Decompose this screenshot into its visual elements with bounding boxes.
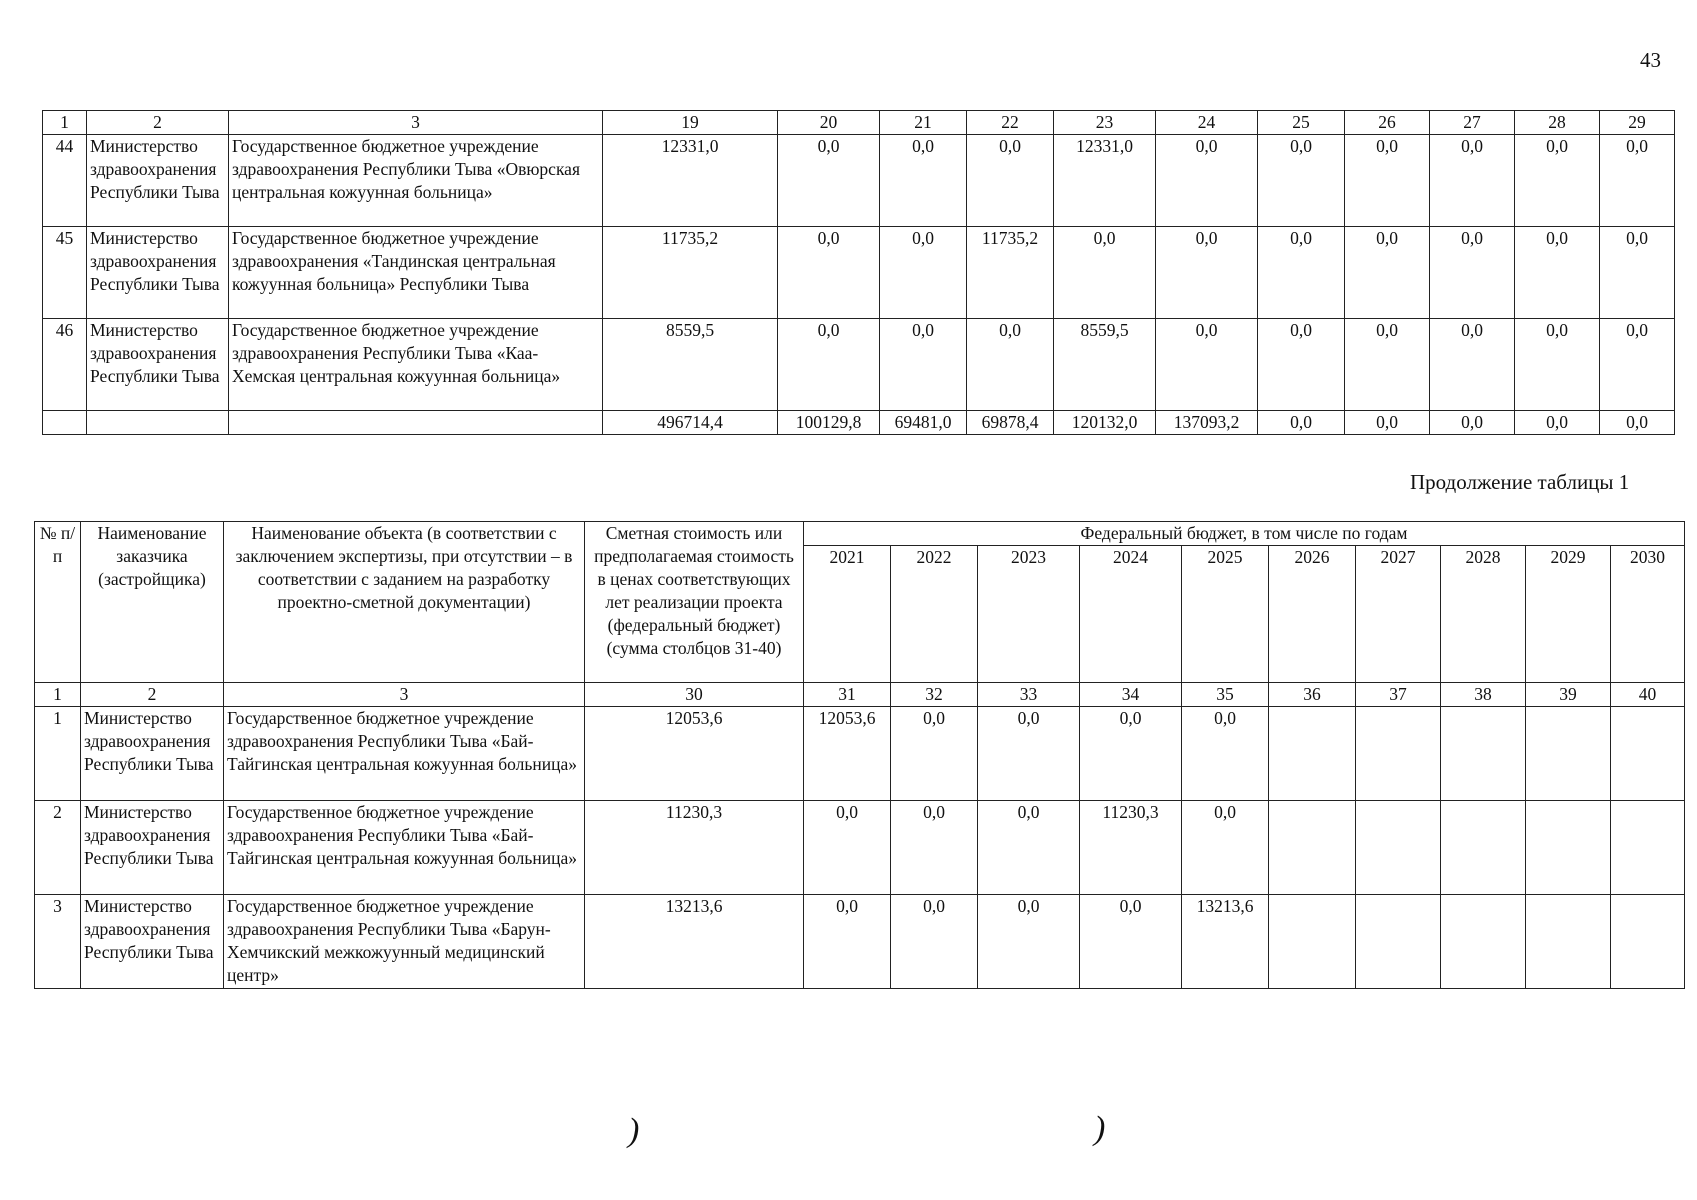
column-number: 25 <box>1258 111 1345 135</box>
value-cell <box>1269 707 1356 801</box>
year-header: 2025 <box>1182 546 1269 683</box>
value-cell: 13213,6 <box>1182 895 1269 989</box>
value-cell: 11735,2 <box>603 227 778 319</box>
value-cell: 0,0 <box>1345 319 1430 411</box>
value-cell: 0,0 <box>880 227 967 319</box>
row-number: 2 <box>35 801 81 895</box>
value-cell: 0,0 <box>891 707 978 801</box>
row-number: 3 <box>35 895 81 989</box>
value-cell: 0,0 <box>804 895 891 989</box>
value-cell: 0,0 <box>1156 135 1258 227</box>
value-cell: 0,0 <box>1258 227 1345 319</box>
table-part-2 <box>34 521 1685 989</box>
column-number: 35 <box>1182 683 1269 707</box>
year-header: 2022 <box>891 546 978 683</box>
value-cell: 0,0 <box>1600 227 1675 319</box>
object-cell: Государственное бюджетное учреждение здравоохранения Республики Тыва «Бай-Тайгинская центральная кожуунная больница» <box>224 801 585 895</box>
value-cell: 0,0 <box>880 135 967 227</box>
value-cell <box>1526 707 1611 801</box>
column-number: 3 <box>229 111 603 135</box>
object-cell: Государственное бюджетное учреждение здравоохранения Республики Тыва «Бай-Тайгинская центральная кожуунная больница» <box>224 707 585 801</box>
total-cell: 0,0 <box>1600 411 1675 435</box>
customer-cell: Министерство здравоохранения Республики Тыва <box>81 895 224 989</box>
column-number: 19 <box>603 111 778 135</box>
total-cell: 69481,0 <box>880 411 967 435</box>
value-cell <box>1356 707 1441 801</box>
table1-colnum-row <box>43 111 1675 135</box>
table-row <box>43 135 1675 227</box>
year-header: 2024 <box>1080 546 1182 683</box>
year-header: 2021 <box>804 546 891 683</box>
value-cell <box>1356 801 1441 895</box>
column-number: 1 <box>43 111 87 135</box>
column-number: 2 <box>81 683 224 707</box>
table-row <box>35 801 1685 895</box>
year-header: 2023 <box>978 546 1080 683</box>
value-cell <box>1269 801 1356 895</box>
value-cell: 0,0 <box>1430 227 1515 319</box>
table2-colnum-row <box>35 683 1685 707</box>
column-number: 2 <box>87 111 229 135</box>
value-cell: 11230,3 <box>585 801 804 895</box>
header-object: Наименование объекта (в соответствии с заключением экспертизы, при отсутствии – в соответствии с заданием на разработку проектно-сметной документации) <box>224 522 585 683</box>
column-number: 32 <box>891 683 978 707</box>
column-number: 39 <box>1526 683 1611 707</box>
value-cell: 0,0 <box>1258 135 1345 227</box>
value-cell: 12331,0 <box>603 135 778 227</box>
total-cell <box>87 411 229 435</box>
value-cell: 0,0 <box>880 319 967 411</box>
page-number: 43 <box>1640 48 1661 72</box>
column-number: 3 <box>224 683 585 707</box>
table-row <box>43 227 1675 319</box>
header-num: № п/п <box>35 522 81 683</box>
value-cell: 0,0 <box>1054 227 1156 319</box>
object-cell: Государственное бюджетное учреждение здравоохранения «Тандинская центральная кожуунная больница» Республики Тыва <box>229 227 603 319</box>
column-number: 38 <box>1441 683 1526 707</box>
row-number: 1 <box>35 707 81 801</box>
value-cell: 0,0 <box>1156 319 1258 411</box>
row-number: 46 <box>43 319 87 411</box>
value-cell <box>1611 801 1685 895</box>
total-cell: 69878,4 <box>967 411 1054 435</box>
object-cell: Государственное бюджетное учреждение здравоохранения Республики Тыва «Каа-Хемская центральная кожуунная больница» <box>229 319 603 411</box>
column-number: 33 <box>978 683 1080 707</box>
value-cell <box>1611 895 1685 989</box>
value-cell <box>1441 801 1526 895</box>
year-header: 2028 <box>1441 546 1526 683</box>
value-cell: 0,0 <box>778 319 880 411</box>
value-cell: 0,0 <box>1182 801 1269 895</box>
column-number: 24 <box>1156 111 1258 135</box>
total-cell: 0,0 <box>1430 411 1515 435</box>
year-header: 2027 <box>1356 546 1441 683</box>
value-cell: 0,0 <box>1080 895 1182 989</box>
column-number: 37 <box>1356 683 1441 707</box>
value-cell: 0,0 <box>1600 135 1675 227</box>
customer-cell: Министерство здравоохранения Республики Тыва <box>87 319 229 411</box>
value-cell: 0,0 <box>978 801 1080 895</box>
value-cell: 0,0 <box>891 801 978 895</box>
column-number: 20 <box>778 111 880 135</box>
header-customer: Наименование заказчика (застройщика) <box>81 522 224 683</box>
header-federal-budget: Федеральный бюджет, в том числе по годам <box>804 522 1685 546</box>
value-cell: 0,0 <box>1156 227 1258 319</box>
total-cell: 137093,2 <box>1156 411 1258 435</box>
row-number: 44 <box>43 135 87 227</box>
value-cell: 12331,0 <box>1054 135 1156 227</box>
total-cell: 120132,0 <box>1054 411 1156 435</box>
value-cell: 0,0 <box>1515 319 1600 411</box>
table-part-1 <box>42 110 1675 435</box>
value-cell: 0,0 <box>778 135 880 227</box>
column-number: 1 <box>35 683 81 707</box>
value-cell: 0,0 <box>1345 135 1430 227</box>
year-header: 2030 <box>1611 546 1685 683</box>
value-cell: 0,0 <box>1600 319 1675 411</box>
column-number: 28 <box>1515 111 1600 135</box>
column-number: 26 <box>1345 111 1430 135</box>
value-cell: 0,0 <box>891 895 978 989</box>
column-number: 27 <box>1430 111 1515 135</box>
value-cell: 0,0 <box>967 319 1054 411</box>
value-cell <box>1526 801 1611 895</box>
value-cell: 12053,6 <box>585 707 804 801</box>
column-number: 22 <box>967 111 1054 135</box>
value-cell: 11230,3 <box>1080 801 1182 895</box>
column-number: 30 <box>585 683 804 707</box>
total-cell: 0,0 <box>1258 411 1345 435</box>
value-cell: 13213,6 <box>585 895 804 989</box>
value-cell: 0,0 <box>1430 135 1515 227</box>
value-cell: 0,0 <box>1345 227 1430 319</box>
total-cell: 0,0 <box>1515 411 1600 435</box>
value-cell: 0,0 <box>1515 227 1600 319</box>
customer-cell: Министерство здравоохранения Республики Тыва <box>87 227 229 319</box>
table-row <box>35 707 1685 801</box>
value-cell <box>1611 707 1685 801</box>
column-number: 29 <box>1600 111 1675 135</box>
total-cell: 100129,8 <box>778 411 880 435</box>
table-row <box>43 319 1675 411</box>
value-cell: 0,0 <box>778 227 880 319</box>
value-cell: 0,0 <box>1258 319 1345 411</box>
total-cell <box>43 411 87 435</box>
value-cell <box>1526 895 1611 989</box>
total-cell: 496714,4 <box>603 411 778 435</box>
value-cell: 0,0 <box>967 135 1054 227</box>
value-cell: 0,0 <box>1080 707 1182 801</box>
value-cell <box>1441 895 1526 989</box>
column-number: 23 <box>1054 111 1156 135</box>
margin-mark: ) <box>628 1112 640 1149</box>
object-cell: Государственное бюджетное учреждение здравоохранения Республики Тыва «Овюрская центральная кожуунная больница» <box>229 135 603 227</box>
value-cell: 0,0 <box>978 895 1080 989</box>
column-number: 31 <box>804 683 891 707</box>
year-header: 2029 <box>1526 546 1611 683</box>
table-row <box>35 895 1685 989</box>
value-cell: 8559,5 <box>603 319 778 411</box>
year-header: 2026 <box>1269 546 1356 683</box>
value-cell: 0,0 <box>1430 319 1515 411</box>
value-cell <box>1441 707 1526 801</box>
margin-mark: ) <box>1094 1110 1106 1147</box>
column-number: 36 <box>1269 683 1356 707</box>
column-number: 40 <box>1611 683 1685 707</box>
object-cell: Государственное бюджетное учреждение здравоохранения Республики Тыва «Барун-Хемчикский межкожуунный медицинский центр» <box>224 895 585 989</box>
table-caption: Продолжение таблицы 1 <box>1410 470 1630 494</box>
value-cell: 0,0 <box>978 707 1080 801</box>
customer-cell: Министерство здравоохранения Республики Тыва <box>87 135 229 227</box>
value-cell <box>1356 895 1441 989</box>
value-cell <box>1269 895 1356 989</box>
table1-totals-row <box>43 411 1675 435</box>
value-cell: 0,0 <box>1515 135 1600 227</box>
value-cell: 0,0 <box>804 801 891 895</box>
customer-cell: Министерство здравоохранения Республики Тыва <box>81 801 224 895</box>
total-cell: 0,0 <box>1345 411 1430 435</box>
value-cell: 8559,5 <box>1054 319 1156 411</box>
value-cell: 0,0 <box>1182 707 1269 801</box>
row-number: 45 <box>43 227 87 319</box>
header-cost: Сметная стоимость или предполагаемая стоимость в ценах соответствующих лет реализации проекта (федеральный бюджет) (сумма столбцов 31-40) <box>585 522 804 683</box>
value-cell: 12053,6 <box>804 707 891 801</box>
column-number: 21 <box>880 111 967 135</box>
customer-cell: Министерство здравоохранения Республики Тыва <box>81 707 224 801</box>
column-number: 34 <box>1080 683 1182 707</box>
total-cell <box>229 411 603 435</box>
table2-header-row <box>35 522 1685 546</box>
value-cell: 11735,2 <box>967 227 1054 319</box>
